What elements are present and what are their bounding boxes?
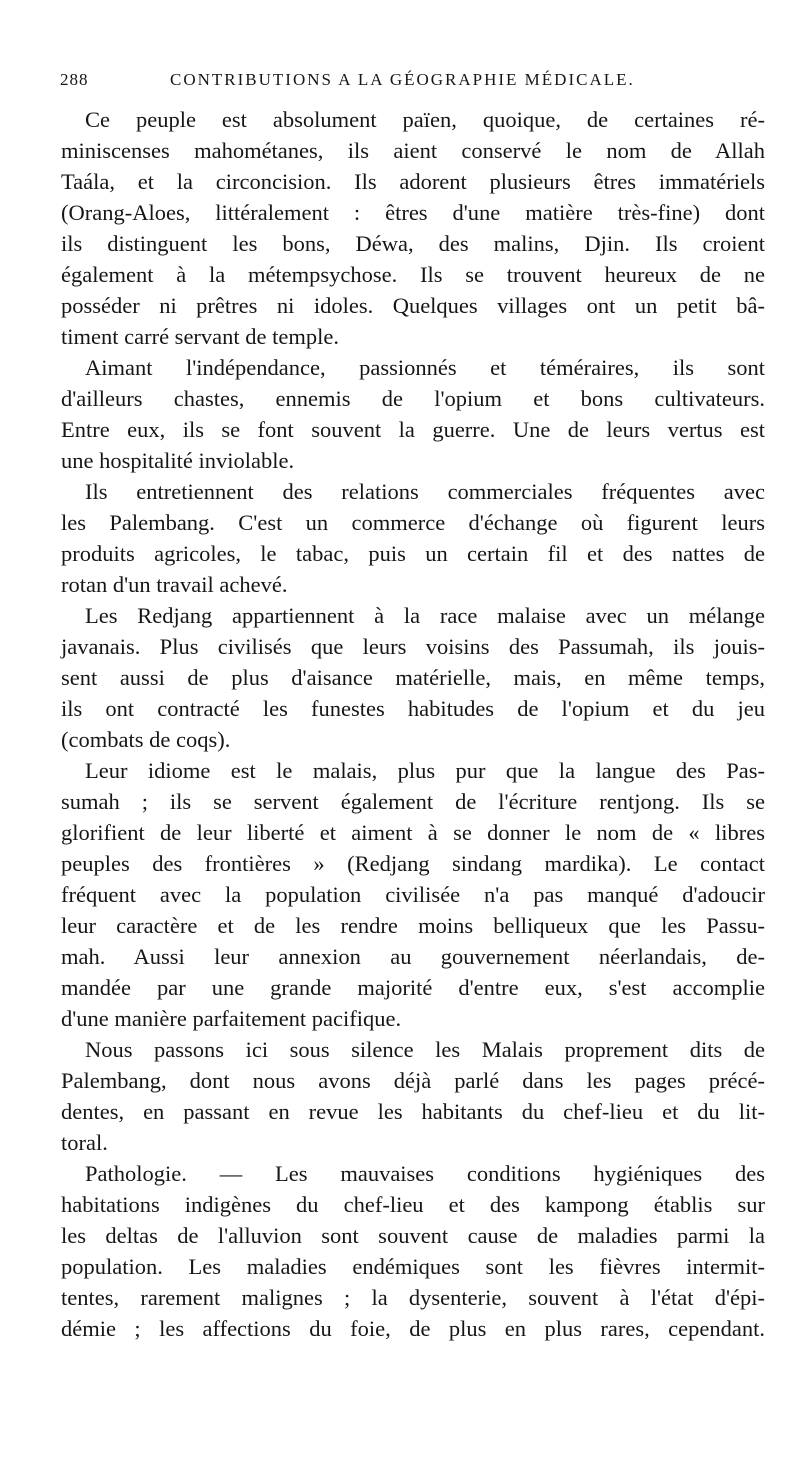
text-line: (combats de coqs). — [61, 727, 231, 752]
text-line: timent carré servant de temple. — [61, 324, 339, 349]
text-line: habitations indigènes du chef-lieu et des kampong établis sur — [61, 1192, 765, 1217]
text-line: sumah ; ils se servent également de l'écriture rentjong. Ils se — [61, 789, 765, 814]
text-line: leur caractère et de les rendre moins belliqueux que les Passu- — [61, 913, 765, 938]
page-header — [60, 70, 740, 100]
text-line: posséder ni prêtres ni idoles. Quelques villages ont un petit bâ- — [61, 293, 765, 318]
text-line: toral. — [61, 1130, 108, 1155]
text-line: (Orang-Aloes, littéralement : êtres d'une matière très-fine) dont — [61, 200, 765, 225]
text-line: une hospitalité inviolable. — [61, 448, 295, 473]
body-text — [61, 104, 765, 1344]
text-line: produits agricoles, le tabac, puis un certain fil et des nattes de — [61, 541, 765, 566]
text-line: Palembang, dont nous avons déjà parlé dans les pages précé- — [61, 1068, 765, 1093]
text-line: Nous passons ici sous silence les Malais proprement dits de — [85, 1037, 765, 1062]
text-line: Les Redjang appartiennent à la race malaise avec un mélange — [85, 603, 765, 628]
text-line: peuples des frontières » (Redjang sindang mardika). Le contact — [61, 851, 765, 876]
text-line: glorifient de leur liberté et aiment à se donner le nom de « libres — [61, 820, 765, 845]
text-line: mandée par une grande majorité d'entre eux, s'est accomplie — [61, 975, 765, 1000]
text-line: tentes, rarement malignes ; la dysenterie, souvent à l'état d'épi- — [61, 1285, 765, 1310]
text-line: Leur idiome est le malais, plus pur que la langue des Pas- — [85, 758, 765, 783]
text-line: ils ont contracté les funestes habitudes de l'opium et du jeu — [61, 696, 765, 721]
text-line: Entre eux, ils se font souvent la guerre. Une de leurs vertus est — [61, 417, 765, 442]
text-line: d'ailleurs chastes, ennemis de l'opium et bons cultivateurs. — [61, 386, 765, 411]
text-line: ils distinguent les bons, Déwa, des malins, Djin. Ils croient — [61, 231, 765, 256]
text-line: sent aussi de plus d'aisance matérielle, mais, en même temps, — [61, 665, 765, 690]
text-line: mah. Aussi leur annexion au gouvernement néerlandais, de- — [61, 944, 765, 969]
text-line: également à la métempsychose. Ils se trouvent heureux de ne — [61, 262, 765, 287]
text-line: Ils entretiennent des relations commerciales fréquentes avec — [85, 479, 765, 504]
text-line: d'une manière parfaitement pacifique. — [61, 1006, 402, 1031]
text-line: fréquent avec la population civilisée n'a pas manqué d'adoucir — [61, 882, 765, 907]
text-line: population. Les maladies endémiques sont les fièvres intermit- — [61, 1254, 765, 1279]
text-line: rotan d'un travail achevé. — [61, 572, 288, 597]
text-line: miniscenses mahométanes, ils aient conservé le nom de Allah — [61, 138, 765, 163]
text-line: Taála, et la circoncision. Ils adorent plusieurs êtres immatériels — [61, 169, 765, 194]
text-line: Ce peuple est absolument païen, quoique, de certaines ré- — [85, 107, 765, 132]
text-line: Aimant l'indépendance, passionnés et téméraires, ils sont — [85, 355, 765, 380]
text-line: Pathologie. — Les mauvaises conditions hygiéniques des — [85, 1161, 765, 1186]
running-title: CONTRIBUTIONS A LA GÉOGRAPHIE MÉDICALE. — [170, 70, 635, 89]
text-line: les Palembang. C'est un commerce d'échange où figurent leurs — [61, 510, 765, 535]
text-line: démie ; les affections du foie, de plus en plus rares, cependant. — [61, 1316, 765, 1341]
text-line: dentes, en passant en revue les habitants du chef-lieu et du lit- — [61, 1099, 765, 1124]
text-line: javanais. Plus civilisés que leurs voisins des Passumah, ils jouis- — [61, 634, 765, 659]
text-line: les deltas de l'alluvion sont souvent cause de maladies parmi la — [61, 1223, 765, 1248]
page-number: 288 — [60, 70, 89, 89]
